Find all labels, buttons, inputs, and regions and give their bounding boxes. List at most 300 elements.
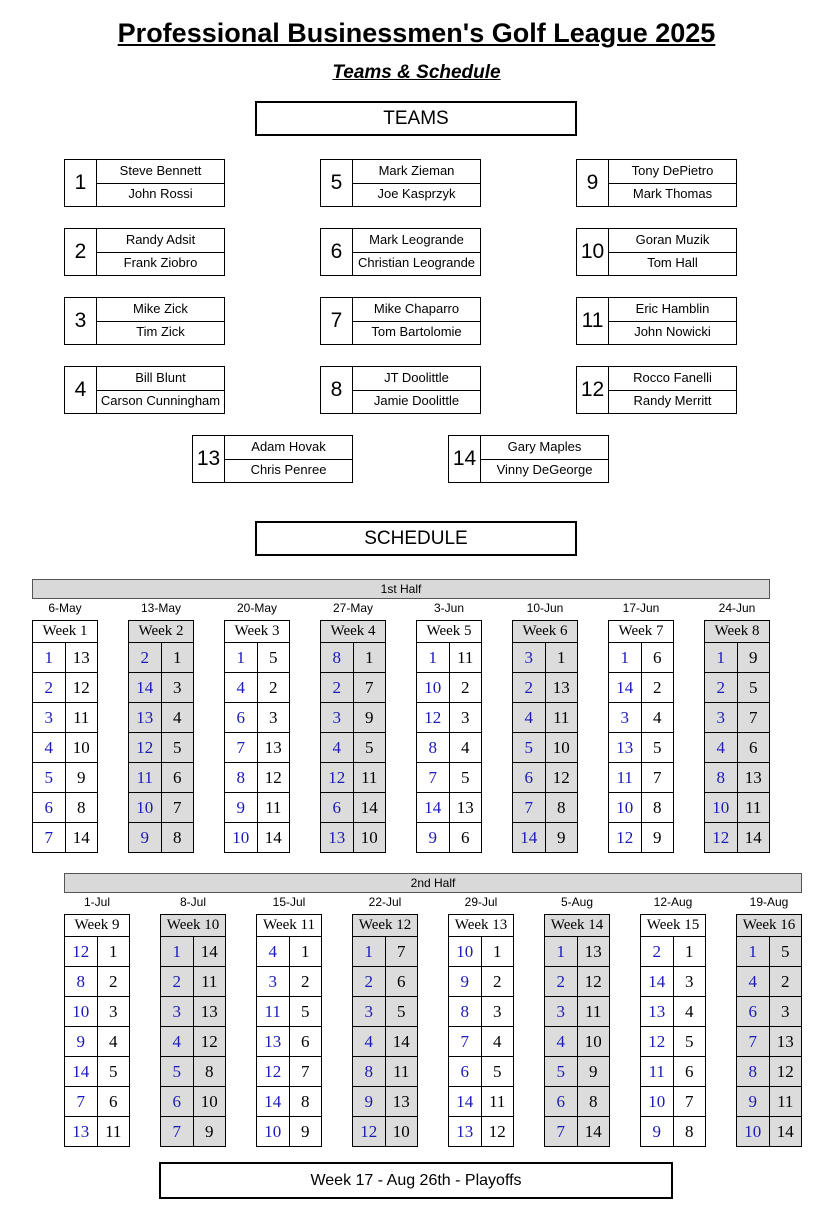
matchup-row: [257, 1057, 321, 1087]
week-label: Week 11: [257, 915, 321, 937]
home-team-number: 14: [129, 673, 162, 702]
matchup-row: [129, 793, 193, 823]
home-team-number: 1: [353, 937, 386, 966]
home-team-number: 10: [65, 997, 98, 1026]
week-label: Week 7: [609, 621, 673, 643]
away-team-number: 13: [578, 937, 610, 966]
home-team-number: 8: [225, 763, 258, 792]
home-team-number: 10: [225, 823, 258, 852]
team-number: 9: [577, 160, 609, 206]
home-team-number: 14: [417, 793, 450, 822]
team-number: 13: [193, 436, 225, 482]
home-team-number: 2: [545, 967, 578, 996]
team-player-name: Bill Blunt: [97, 367, 224, 391]
week-table: [224, 620, 290, 853]
page-title: Professional Businessmen's Golf League 2025: [117, 18, 716, 48]
away-team-number: 5: [354, 733, 386, 762]
week-label: Week 2: [129, 621, 193, 643]
away-team-number: 2: [493, 972, 502, 991]
home-team-number: 13: [65, 1117, 98, 1146]
away-team-number: 6: [653, 648, 662, 667]
week-table: [448, 914, 514, 1147]
matchup-row: [129, 733, 193, 763]
matchup-row: [417, 703, 481, 733]
home-team-number: 14: [641, 967, 674, 996]
home-team-number: 4: [513, 703, 546, 732]
matchup-row: [737, 997, 801, 1027]
home-team-number: 2: [513, 673, 546, 702]
home-team-number: 12: [609, 823, 642, 852]
away-team-number: 5: [162, 733, 194, 762]
away-team-number: 11: [354, 763, 386, 792]
matchup-row: [737, 1057, 801, 1087]
matchup-row: [545, 1117, 609, 1146]
week-date: 13-May: [140, 601, 181, 615]
away-team-number: 1: [354, 643, 386, 672]
home-team-number: 8: [353, 1057, 386, 1086]
away-team-number: 11: [457, 648, 474, 667]
home-team-number: 11: [257, 997, 290, 1026]
matchup-row: [129, 763, 193, 793]
matchup-row: [353, 937, 417, 967]
away-team-number: 1: [493, 942, 502, 961]
matchup-row: [257, 1027, 321, 1057]
team-player-name: Adam Hovak: [225, 436, 352, 460]
away-team-number: 14: [354, 793, 386, 822]
away-team-number: 3: [685, 972, 694, 991]
matchup-row: [449, 1027, 513, 1057]
home-team-number: 7: [545, 1117, 578, 1146]
week-table: [320, 620, 386, 853]
matchup-row: [609, 673, 673, 703]
away-team-number: 13: [546, 673, 578, 702]
matchup-row: [609, 793, 673, 823]
away-team-number: 8: [194, 1057, 226, 1086]
away-team-number: 12: [546, 763, 578, 792]
team-player-name: Jamie Doolittle: [373, 393, 460, 408]
away-team-number: 7: [162, 793, 194, 822]
away-team-number: 4: [461, 738, 470, 757]
matchup-row: [161, 997, 225, 1027]
team-player-name: Joe Kasprzyk: [377, 186, 456, 201]
team-card: [320, 159, 481, 207]
home-team-number: 9: [417, 823, 450, 852]
home-team-number: 1: [417, 643, 450, 672]
week-table: [640, 914, 706, 1147]
week-table: [128, 620, 194, 853]
matchup-row: [225, 733, 289, 763]
home-team-number: 3: [33, 703, 66, 732]
week-table: [608, 620, 674, 853]
matchup-row: [33, 733, 97, 763]
matchup-row: [417, 763, 481, 793]
matchup-row: [353, 1117, 417, 1146]
matchup-row: [321, 703, 385, 733]
matchup-row: [161, 1117, 225, 1146]
team-card: [192, 435, 353, 483]
team-card: [320, 228, 481, 276]
away-team-number: 10: [194, 1087, 226, 1116]
team-card: [320, 297, 481, 345]
home-team-number: 4: [257, 937, 290, 966]
matchup-row: [513, 763, 577, 793]
home-team-number: 5: [161, 1057, 194, 1086]
week-table: [352, 914, 418, 1147]
away-team-number: 4: [493, 1032, 502, 1051]
matchup-row: [65, 1057, 129, 1087]
home-team-number: 14: [513, 823, 546, 852]
matchup-row: [513, 733, 577, 763]
away-team-number: 4: [653, 708, 662, 727]
away-team-number: 8: [653, 798, 662, 817]
home-team-number: 1: [705, 643, 738, 672]
home-team-number: 13: [609, 733, 642, 762]
away-team-number: 5: [738, 673, 770, 702]
team-number: 12: [577, 367, 609, 413]
away-team-number: 8: [578, 1087, 610, 1116]
away-team-number: 6: [301, 1032, 310, 1051]
matchup-row: [65, 967, 129, 997]
week-date: 27-May: [332, 601, 373, 615]
away-team-number: 13: [386, 1087, 418, 1116]
week-table: [32, 620, 98, 853]
home-team-number: 6: [545, 1087, 578, 1116]
matchup-row: [353, 997, 417, 1027]
team-card: [64, 159, 225, 207]
week-table: [704, 620, 770, 853]
team-player-name: Mike Zick: [97, 298, 224, 322]
away-team-number: 14: [770, 1117, 802, 1146]
matchup-row: [33, 673, 97, 703]
away-team-number: 12: [578, 967, 610, 996]
team-card: [576, 297, 737, 345]
matchup-row: [353, 1087, 417, 1117]
week-date: 24-Jun: [718, 601, 756, 615]
home-team-number: 14: [449, 1087, 482, 1116]
team-number: 10: [577, 229, 609, 275]
week-date: 17-Jun: [622, 601, 660, 615]
team-player-name: JT Doolittle: [353, 367, 480, 391]
away-team-number: 8: [685, 1122, 694, 1141]
matchup-row: [417, 793, 481, 823]
half-header: 1st Half: [32, 579, 770, 599]
home-team-number: 10: [417, 673, 450, 702]
matchup-row: [545, 1027, 609, 1057]
home-team-number: 12: [417, 703, 450, 732]
teams-heading: TEAMS: [255, 101, 577, 136]
home-team-number: 7: [513, 793, 546, 822]
home-team-number: 14: [257, 1087, 290, 1116]
away-team-number: 3: [461, 708, 470, 727]
matchup-row: [321, 733, 385, 763]
week-table: [736, 914, 802, 1147]
away-team-number: 14: [194, 937, 226, 966]
away-team-number: 12: [194, 1027, 226, 1056]
matchup-row: [129, 823, 193, 852]
home-team-number: 13: [129, 703, 162, 732]
home-team-number: 6: [513, 763, 546, 792]
home-team-number: 11: [641, 1057, 674, 1086]
away-team-number: 9: [578, 1057, 610, 1086]
home-team-number: 10: [737, 1117, 770, 1146]
away-team-number: 8: [301, 1092, 310, 1111]
away-team-number: 4: [685, 1002, 694, 1021]
home-team-number: 10: [609, 793, 642, 822]
home-team-number: 6: [449, 1057, 482, 1086]
matchup-row: [353, 1027, 417, 1057]
week-label: Week 5: [417, 621, 481, 643]
away-team-number: 11: [546, 703, 578, 732]
team-player-name: Randy Adsit: [97, 229, 224, 253]
away-team-number: 13: [738, 763, 770, 792]
matchup-row: [225, 793, 289, 823]
team-player-name: Mark Leogrande: [353, 229, 480, 253]
team-player-name: John Nowicki: [634, 324, 711, 339]
home-team-number: 1: [225, 643, 258, 672]
away-team-number: 6: [109, 1092, 118, 1111]
home-team-number: 7: [417, 763, 450, 792]
matchup-row: [449, 937, 513, 967]
week-label: Week 4: [321, 621, 385, 643]
team-player-name: Tom Bartolomie: [371, 324, 462, 339]
home-team-number: 3: [609, 703, 642, 732]
matchup-row: [161, 1087, 225, 1117]
schedule-heading: SCHEDULE: [255, 521, 577, 556]
matchup-row: [225, 823, 289, 852]
matchup-row: [33, 703, 97, 733]
week-table: [160, 914, 226, 1147]
matchup-row: [737, 1117, 801, 1146]
team-player-name: Carson Cunningham: [100, 393, 221, 408]
home-team-number: 10: [129, 793, 162, 822]
away-team-number: 9: [738, 643, 770, 672]
home-team-number: 12: [705, 823, 738, 852]
home-team-number: 9: [449, 967, 482, 996]
home-team-number: 6: [321, 793, 354, 822]
matchup-row: [705, 643, 769, 673]
week-date: 15-Jul: [272, 895, 306, 909]
away-team-number: 5: [493, 1062, 502, 1081]
away-team-number: 2: [770, 967, 802, 996]
away-team-number: 5: [386, 997, 418, 1026]
away-team-number: 11: [105, 1122, 122, 1141]
matchup-row: [417, 823, 481, 852]
matchup-row: [641, 1027, 705, 1057]
away-team-number: 2: [109, 972, 118, 991]
home-team-number: 8: [737, 1057, 770, 1086]
matchup-row: [449, 967, 513, 997]
home-team-number: 12: [129, 733, 162, 762]
matchup-row: [257, 967, 321, 997]
matchup-row: [449, 1057, 513, 1087]
matchup-row: [65, 1087, 129, 1117]
home-team-number: 2: [161, 967, 194, 996]
matchup-row: [609, 643, 673, 673]
away-team-number: 11: [578, 997, 610, 1026]
home-team-number: 6: [33, 793, 66, 822]
week-label: Week 1: [33, 621, 97, 643]
week-label: Week 15: [641, 915, 705, 937]
team-number: 6: [321, 229, 353, 275]
week-date: 5-Aug: [560, 895, 594, 909]
away-team-number: 1: [301, 942, 310, 961]
home-team-number: 8: [65, 967, 98, 996]
away-team-number: 11: [738, 793, 770, 822]
home-team-number: 4: [737, 967, 770, 996]
home-team-number: 8: [449, 997, 482, 1026]
matchup-row: [161, 1027, 225, 1057]
matchup-row: [321, 793, 385, 823]
matchup-row: [513, 793, 577, 823]
matchup-row: [641, 1057, 705, 1087]
away-team-number: 14: [738, 823, 770, 852]
matchup-row: [65, 1027, 129, 1057]
matchup-row: [417, 733, 481, 763]
team-player-name: Frank Ziobro: [123, 255, 198, 270]
away-team-number: 1: [109, 942, 118, 961]
home-team-number: 10: [449, 937, 482, 966]
home-team-number: 11: [129, 763, 162, 792]
week-date: 8-Jul: [179, 895, 206, 909]
team-player-name: Mike Chaparro: [353, 298, 480, 322]
matchup-row: [225, 763, 289, 793]
home-team-number: 2: [641, 937, 674, 966]
home-team-number: 4: [225, 673, 258, 702]
week-label: Week 13: [449, 915, 513, 937]
week-table: [512, 620, 578, 853]
home-team-number: 12: [257, 1057, 290, 1086]
team-player-name: Tom Hall: [647, 255, 698, 270]
home-team-number: 3: [161, 997, 194, 1026]
away-team-number: 7: [653, 768, 662, 787]
home-team-number: 3: [705, 703, 738, 732]
week-label: Week 8: [705, 621, 769, 643]
week-date: 6-May: [48, 601, 82, 615]
home-team-number: 6: [225, 703, 258, 732]
away-team-number: 8: [162, 823, 194, 852]
matchup-row: [257, 937, 321, 967]
week-date: 1-Jul: [83, 895, 110, 909]
matchup-row: [129, 643, 193, 673]
team-number: 7: [321, 298, 353, 344]
matchup-row: [449, 997, 513, 1027]
team-card: [64, 228, 225, 276]
team-player-name: Rocco Fanelli: [609, 367, 736, 391]
playoffs-note: Week 17 - Aug 26th - Playoffs: [159, 1162, 673, 1199]
team-player-name: Goran Muzik: [609, 229, 736, 253]
team-number: 11: [577, 298, 609, 344]
matchup-row: [641, 1087, 705, 1117]
matchup-row: [353, 1057, 417, 1087]
away-team-number: 14: [72, 828, 90, 847]
home-team-number: 8: [321, 643, 354, 672]
matchup-row: [545, 1087, 609, 1117]
away-team-number: 9: [546, 823, 578, 852]
home-team-number: 3: [257, 967, 290, 996]
matchup-row: [257, 1117, 321, 1146]
matchup-row: [737, 967, 801, 997]
team-card: [64, 297, 225, 345]
away-team-number: 13: [264, 738, 282, 757]
home-team-number: 10: [257, 1117, 290, 1146]
home-team-number: 4: [705, 733, 738, 762]
away-team-number: 13: [770, 1027, 802, 1056]
away-team-number: 10: [386, 1117, 418, 1146]
away-team-number: 3: [109, 1002, 118, 1021]
matchup-row: [641, 967, 705, 997]
matchup-row: [225, 643, 289, 673]
matchup-row: [417, 673, 481, 703]
matchup-row: [545, 937, 609, 967]
home-team-number: 6: [737, 997, 770, 1026]
away-team-number: 3: [269, 708, 278, 727]
team-number: 1: [65, 160, 97, 206]
home-team-number: 1: [737, 937, 770, 966]
matchup-row: [321, 643, 385, 673]
away-team-number: 2: [461, 678, 470, 697]
week-date: 22-Jul: [368, 895, 402, 909]
home-team-number: 8: [705, 763, 738, 792]
team-card: [448, 435, 609, 483]
matchup-row: [609, 763, 673, 793]
away-team-number: 11: [73, 708, 90, 727]
matchup-row: [33, 823, 97, 852]
team-player-name: Eric Hamblin: [609, 298, 736, 322]
home-team-number: 4: [321, 733, 354, 762]
matchup-row: [225, 673, 289, 703]
matchup-row: [737, 1087, 801, 1117]
away-team-number: 10: [578, 1027, 610, 1056]
team-player-name: Randy Merritt: [633, 393, 712, 408]
matchup-row: [257, 1087, 321, 1117]
week-label: Week 16: [737, 915, 801, 937]
team-number: 4: [65, 367, 97, 413]
week-table: [544, 914, 610, 1147]
team-player-name: Chris Penree: [250, 462, 327, 477]
away-team-number: 5: [109, 1062, 118, 1081]
matchup-row: [641, 997, 705, 1027]
team-player-name: Tim Zick: [136, 324, 185, 339]
week-label: Week 14: [545, 915, 609, 937]
away-team-number: 10: [546, 733, 578, 762]
matchup-row: [513, 703, 577, 733]
home-team-number: 9: [737, 1087, 770, 1116]
away-team-number: 9: [77, 768, 86, 787]
matchup-row: [545, 1057, 609, 1087]
matchup-row: [513, 643, 577, 673]
week-label: Week 12: [353, 915, 417, 937]
matchup-row: [705, 673, 769, 703]
matchup-row: [705, 733, 769, 763]
away-team-number: 11: [770, 1087, 802, 1116]
home-team-number: 2: [321, 673, 354, 702]
home-team-number: 9: [129, 823, 162, 852]
home-team-number: 1: [161, 937, 194, 966]
away-team-number: 11: [265, 798, 282, 817]
away-team-number: 11: [194, 967, 226, 996]
home-team-number: 4: [353, 1027, 386, 1056]
team-number: 14: [449, 436, 481, 482]
week-date: 29-Jul: [464, 895, 498, 909]
matchup-row: [449, 1117, 513, 1146]
week-table: [416, 620, 482, 853]
away-team-number: 7: [685, 1092, 694, 1111]
home-team-number: 12: [321, 763, 354, 792]
matchup-row: [33, 643, 97, 673]
home-team-number: 12: [65, 937, 98, 966]
away-team-number: 7: [738, 703, 770, 732]
home-team-number: 1: [33, 643, 66, 672]
